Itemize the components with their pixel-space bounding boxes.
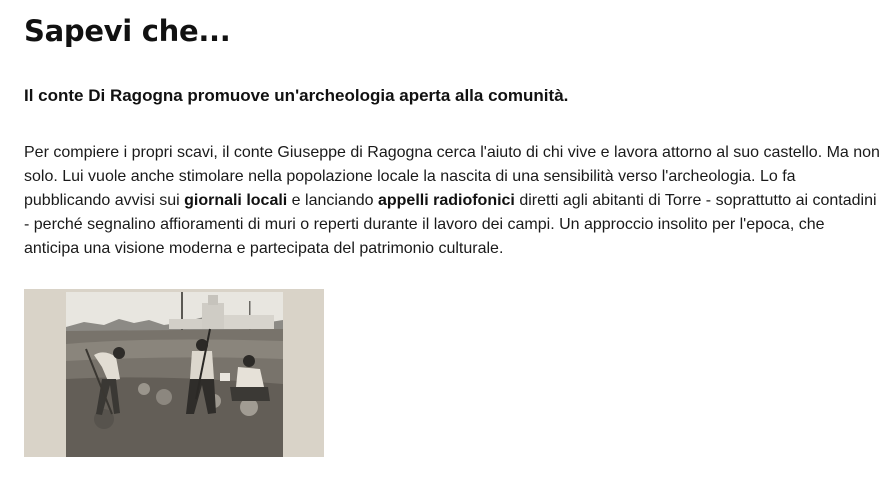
bold-local-newspapers: giornali locali bbox=[184, 192, 288, 209]
paragraph-part-3: diretti agli abitanti di Torre - soprattutto ai contadini - perché segnalino affioramenti di muri o reperti durante il lavoro dei campi. Un approccio insolito per l'epoca, che anticipa una visione moderna e partecipata del patrimonio culturale. bbox=[24, 192, 877, 257]
paragraph-part-2: e lanciando bbox=[287, 192, 378, 209]
excavation-photo-illustration bbox=[24, 289, 324, 457]
lead-text: Il conte Di Ragogna promuove un'archeologia aperta alla comunità. bbox=[24, 86, 569, 105]
body-paragraph bbox=[24, 141, 880, 261]
photo-print bbox=[66, 292, 283, 457]
bold-radio-appeals: appelli radiofonici bbox=[377, 192, 515, 209]
page-title: Sapevi che... bbox=[24, 14, 231, 48]
historic-photo bbox=[24, 289, 324, 457]
paragraph-part-1: Per compiere i propri scavi, il conte Giuseppe di Ragogna cerca l'aiuto di chi vive e lavora attorno al suo castello. Ma non solo. Lui vuole anche stimolare nella popolazione locale la nascita di una sensibilità verso l'archeologia. Lo fa pubblicando avvisi sui bbox=[24, 144, 880, 209]
